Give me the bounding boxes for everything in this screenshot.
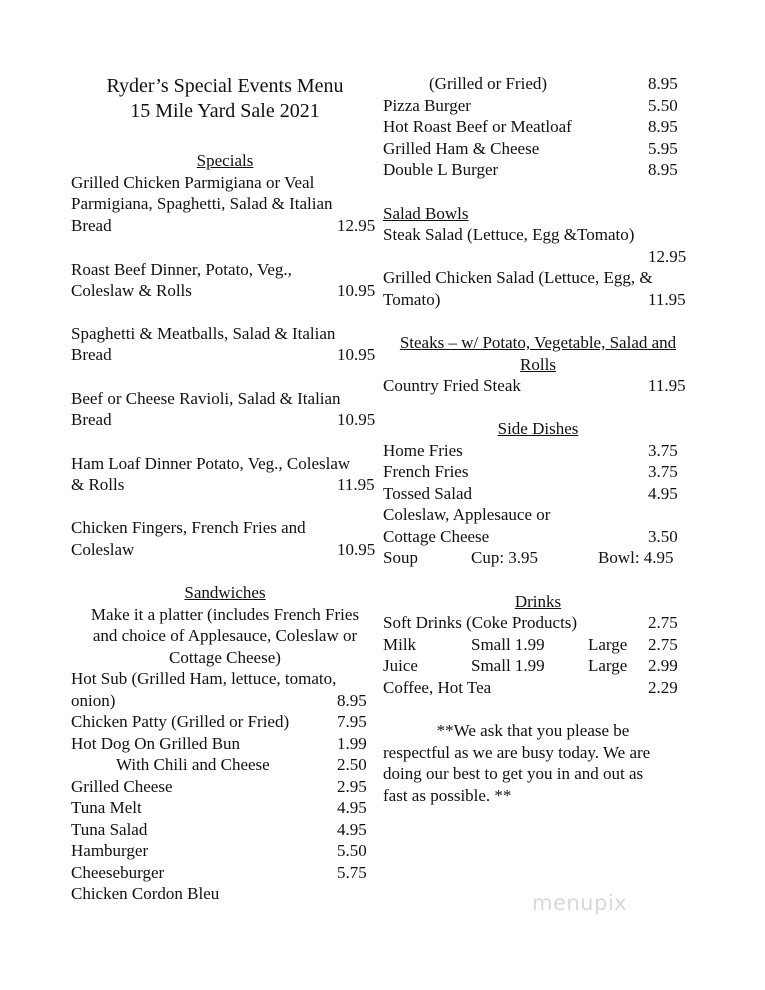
menu-item-name: Soup [383,548,418,567]
menu-item-name: Hot Sub (Grilled Ham, lettuce, tomato, [71,669,337,688]
menu-item-price: 5.95 [648,139,678,158]
menu-item-name: Hamburger [71,841,149,860]
menu-item-price: 2.50 [337,755,367,774]
menu-item-price: 8.95 [337,691,367,710]
menu-item-price: 8.95 [648,117,678,136]
steaks-heading: Steaks – w/ Potato, Vegetable, Salad and [399,333,677,352]
menu-item-name: Hot Roast Beef or Meatloaf [383,117,572,136]
menu-item-name: Chicken Cordon Bleu [71,884,220,903]
menu-item-name: Tuna Melt [71,798,142,817]
platter-note: Make it a platter (includes French Fries [90,605,360,624]
menu-item-name: Milk [383,635,417,654]
specials-heading: Specials [196,151,254,170]
soup-cup-price: Cup: 3.95 [471,548,539,567]
menu-item-name: Hot Dog On Grilled Bun [71,734,241,753]
menu-item-name: Bread [71,410,112,429]
platter-note: and choice of Applesauce, Coleslaw or [92,626,358,645]
menu-item-name: onion) [71,691,116,710]
sandwiches-heading: Sandwiches [184,583,266,602]
menu-item-name: Bread [71,216,112,235]
menu-item-name: Coleslaw [71,540,135,559]
small-price: Small 1.99 [471,635,545,654]
menu-item-name: Grilled Chicken Parmigiana or Veal [71,173,315,192]
menu-item-name: Cottage Cheese [383,527,490,546]
menu-item-name: French Fries [383,462,469,481]
menu-item-name: Grilled Chicken Salad (Lettuce, Egg, & [383,268,653,287]
customer-note: respectful as we are busy today. We are [383,743,651,762]
menu-item-price: 5.75 [337,863,367,882]
menu-item-name: Coffee, Hot Tea [383,678,492,697]
menu-item-price: 4.95 [337,820,367,839]
menu-item-name: Chicken Fingers, French Fries and [71,518,306,537]
steaks-heading: Rolls [520,355,556,374]
menu-item-price: 10.95 [337,540,376,559]
large-label: Large [588,656,628,675]
menu-item-name: Parmigiana, Spaghetti, Salad & Italian [71,194,333,213]
menu-item-name: Coleslaw, Applesauce or [383,505,551,524]
menu-item-name: Ham Loaf Dinner Potato, Veg., Coleslaw [71,454,351,473]
large-label: Large [588,635,628,654]
menu-item-price: 1.99 [337,734,367,753]
menu-item-price: 3.75 [648,441,678,460]
menupix-watermark: menupix [532,891,628,915]
menu-item-name: (Grilled or Fried) [429,74,548,93]
side-dishes-heading: Side Dishes [497,419,579,438]
customer-note: doing our best to get you in and out as [383,764,644,783]
menu-item-name: Chicken Patty (Grilled or Fried) [71,712,290,731]
soup-bowl-price: Bowl: 4.95 [598,548,674,567]
menu-item-price: 8.95 [648,74,678,93]
menu-item-name: Juice [383,656,418,675]
menu-item-name: Cheeseburger [71,863,165,882]
menu-title: Ryder’s Special Events Menu [106,75,344,97]
menu-item-name: Steak Salad (Lettuce, Egg &Tomato) [383,225,635,244]
menu-item-price: 10.95 [337,345,376,364]
menu-item-name: Tossed Salad [383,484,472,503]
menu-item-name: Home Fries [383,441,463,460]
menu-item-name: Spaghetti & Meatballs, Salad & Italian [71,324,336,343]
menu-item-name: Roast Beef Dinner, Potato, Veg., [71,260,292,279]
menu-item-price: 7.95 [337,712,367,731]
menu-item-price: 8.95 [648,160,678,179]
menu-item-price: 11.95 [648,290,686,309]
menu-item-price: 2.75 [648,635,678,654]
menu-item-price: 2.29 [648,678,678,697]
menu-item-price: 11.95 [337,475,375,494]
salad-bowls-heading: Salad Bowls [383,204,469,223]
menu-item-price: 3.75 [648,462,678,481]
menu-item-name: Beef or Cheese Ravioli, Salad & Italian [71,389,341,408]
menu-item-price: 12.95 [648,247,687,266]
menu-item-name: Pizza Burger [383,96,471,115]
menu-item-price: 4.95 [337,798,367,817]
menu-item-name: Bread [71,345,112,364]
menu-item-name: Double L Burger [383,160,499,179]
menu-item-price: 5.50 [648,96,678,115]
menu-item-name: Grilled Ham & Cheese [383,139,540,158]
customer-note: **We ask that you please be [436,721,630,740]
menu-item-price: 5.50 [337,841,367,860]
menu-item-price: 4.95 [648,484,678,503]
menu-item-name: Grilled Cheese [71,777,173,796]
menu-item-name: Soft Drinks (Coke Products) [383,613,578,632]
menu-item-price: 3.50 [648,527,678,546]
menu-subtitle: 15 Mile Yard Sale 2021 [130,100,320,122]
menu-item-price: 2.99 [648,656,678,675]
menu-item-price: 2.95 [337,777,367,796]
menu-item-price: 12.95 [337,216,376,235]
menu-item-name: Tomato) [383,290,441,309]
menu-item-name: With Chili and Cheese [116,755,270,774]
menu-item-name: Country Fried Steak [383,376,521,395]
menu-item-price: 10.95 [337,410,376,429]
menu-item-price: 11.95 [648,376,686,395]
menu-item-name: Tuna Salad [71,820,148,839]
menu-item-name: & Rolls [71,475,125,494]
menu-item-price: 10.95 [337,281,376,300]
customer-note: fast as possible. ** [383,786,512,805]
platter-note: Cottage Cheese) [169,648,281,667]
menu-item-price: 2.75 [648,613,678,632]
small-price: Small 1.99 [471,656,545,675]
menu-item-name: Coleslaw & Rolls [71,281,192,300]
drinks-heading: Drinks [514,592,562,611]
